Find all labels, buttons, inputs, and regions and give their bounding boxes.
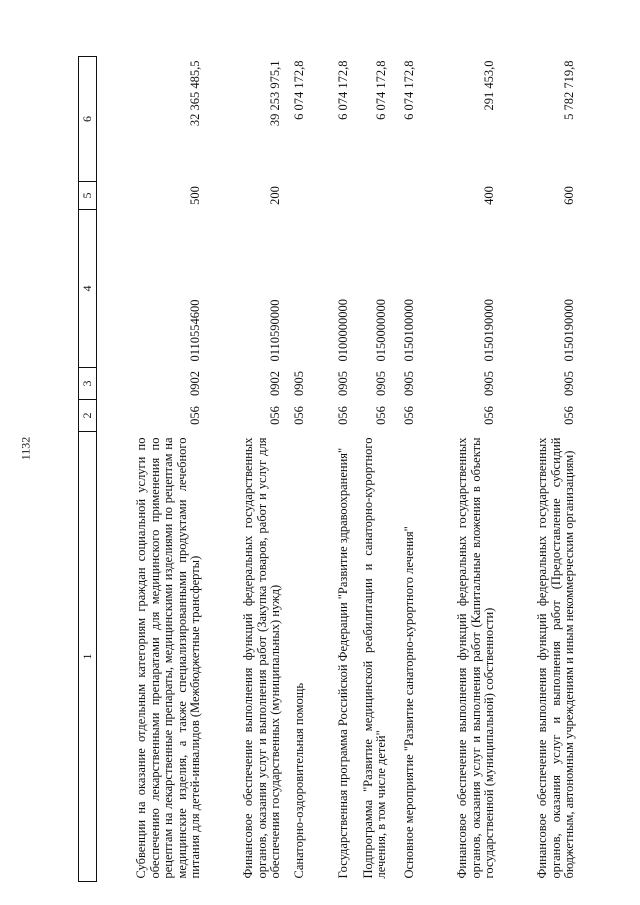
row-expense-type: 400: [482, 186, 496, 205]
header-col-2: 2: [79, 400, 97, 432]
table-row: [391, 57, 419, 882]
row-target-code: 0100000000: [336, 299, 350, 362]
row-section-code: 0905: [374, 371, 388, 396]
row-expense-type: 500: [188, 186, 202, 205]
header-row: [79, 57, 97, 882]
table-row: [499, 57, 579, 882]
row-expense-type: [353, 182, 391, 210]
row-amount: 6 074 172,8: [402, 60, 416, 120]
row-name: Субвенции на оказание отдельным категориям граждан социальной услуги по обеспечению лекарственными препаратами для медицинского применения по рецептам на лекарственные препараты, медицинскими изделиями по рецептам на медицинские изделия, а также специализированными продуктами лечебного питания для детей-инвалидов (Межбюджетные трансферты): [134, 437, 202, 879]
row-name: Государственная программа Российской Федерации "Развитие здравоохранения": [336, 447, 350, 879]
row-ministry-code: 056: [402, 406, 416, 425]
row-target-code: 0110554600: [188, 299, 202, 362]
row-name: Финансовое обеспечение выполнения функций федеральных государственных органов, оказания услуг и выполнения работ (Капитальные вложения в объекты государственной (муниципальной) собственности): [455, 437, 496, 879]
row-target-code: 0150000000: [374, 299, 388, 362]
header-col-1: 1: [79, 432, 97, 882]
row-section-code: 0905: [402, 371, 416, 396]
row-name: Финансовое обеспечение выполнения функций федеральных государственных органов, оказания услуг и выполнения работ (Предоставление субсидий бюджетным, автономным учреждениям и иным некоммерческим организациям): [535, 437, 576, 879]
row-amount: 6 074 172,8: [336, 60, 350, 120]
row-ministry-code: 056: [188, 406, 202, 425]
row-expense-type: [309, 182, 353, 210]
row-name: Подпрограмма "Развитие медицинской реабилитации и санаторно-курортного лечения, в том числе детей": [360, 437, 388, 879]
row-ministry-code: 056: [268, 406, 282, 425]
row-expense-type: [285, 182, 309, 210]
header-col-3: 3: [79, 368, 97, 400]
row-target-code: 0110590000: [268, 299, 282, 362]
table-row: [97, 57, 205, 882]
header-col-4: 4: [79, 210, 97, 368]
row-ministry-code: 056: [562, 406, 576, 425]
row-name: Санаторно-оздоровительная помощь: [292, 682, 306, 879]
row-expense-type: [391, 182, 419, 210]
row-amount: 39 253 975,1: [268, 60, 282, 127]
row-target-code: [285, 210, 309, 368]
row-amount: 291 453,0: [482, 60, 496, 111]
row-name: Финансовое обеспечение выполнения функций федеральных государственных органов, оказания услуг и выполнения работ (Закупка товаров, работ и услуг для обеспечения государственных (муниципальных) нужд): [241, 437, 282, 879]
row-amount: 6 074 172,8: [292, 60, 306, 120]
page-number: 1132: [18, 436, 33, 461]
row-amount: 5 782 719,8: [562, 60, 576, 120]
budget-table-rotated: [78, 57, 623, 882]
row-amount: 6 074 172,8: [374, 60, 388, 120]
row-target-code: 0150100000: [402, 299, 416, 362]
row-ministry-code: 056: [336, 406, 350, 425]
row-section-code: 0905: [336, 371, 350, 396]
row-ministry-code: 056: [374, 406, 388, 425]
row-section-code: 0905: [482, 371, 496, 396]
row-target-code: 0150190000: [482, 299, 496, 362]
table-row: [419, 57, 499, 882]
header-col-5: 5: [79, 182, 97, 210]
header-col-6: 6: [79, 57, 97, 182]
budget-table: [78, 56, 579, 882]
row-section-code: 0902: [268, 371, 282, 396]
row-name: Основное мероприятие "Развитие санаторно-курортного лечения": [402, 526, 416, 879]
table-row: [309, 57, 353, 882]
row-ministry-code: 056: [482, 406, 496, 425]
row-section-code: 0902: [188, 371, 202, 396]
table-row: [205, 57, 285, 882]
table-row: [285, 57, 309, 882]
row-ministry-code: 056: [292, 406, 306, 425]
row-section-code: 0905: [292, 371, 306, 396]
table-row: [353, 57, 391, 882]
row-expense-type: 200: [268, 186, 282, 205]
row-target-code: 0150190000: [562, 299, 576, 362]
row-section-code: 0905: [562, 371, 576, 396]
row-expense-type: 600: [562, 186, 576, 205]
row-amount: 32 365 485,5: [188, 60, 202, 127]
